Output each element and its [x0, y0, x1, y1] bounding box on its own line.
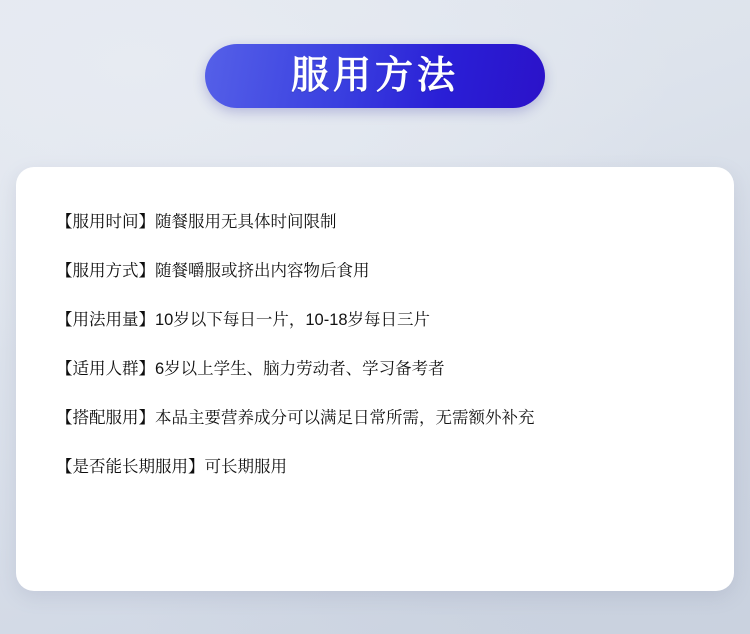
title-badge — [205, 44, 545, 108]
page-title-container — [0, 44, 750, 108]
list-item-label: 【适用人群】 — [56, 360, 155, 379]
list-item-value: 随餐服用无具体时间限制 — [155, 213, 337, 231]
list-item — [56, 407, 694, 430]
list-item — [56, 309, 694, 332]
instructions-list — [56, 211, 694, 480]
list-item-label: 【是否能长期服用】 — [56, 458, 205, 477]
list-item — [56, 211, 694, 234]
list-item-value: 可长期服用 — [204, 458, 287, 477]
list-item-label: 【用法用量】 — [56, 311, 155, 330]
list-item — [56, 358, 694, 381]
list-item-label: 【搭配服用】 — [56, 409, 155, 428]
list-item-value: 10岁以下每日一片，10-18岁每日三片 — [155, 311, 431, 330]
list-item-label: 【服用时间】 — [56, 213, 155, 231]
list-item-value: 本品主要营养成分可以满足日常所需，无需额外补充 — [155, 409, 535, 428]
list-item — [56, 260, 694, 283]
list-item-label: 【服用方式】 — [56, 262, 155, 281]
instructions-card — [16, 167, 734, 591]
page-title: 服用方法 — [290, 55, 459, 97]
list-item-value: 6岁以上学生、脑力劳动者、学习备考者 — [155, 360, 445, 379]
list-item — [56, 456, 694, 479]
list-item-value: 随餐嚼服或挤出内容物后食用 — [155, 262, 370, 281]
